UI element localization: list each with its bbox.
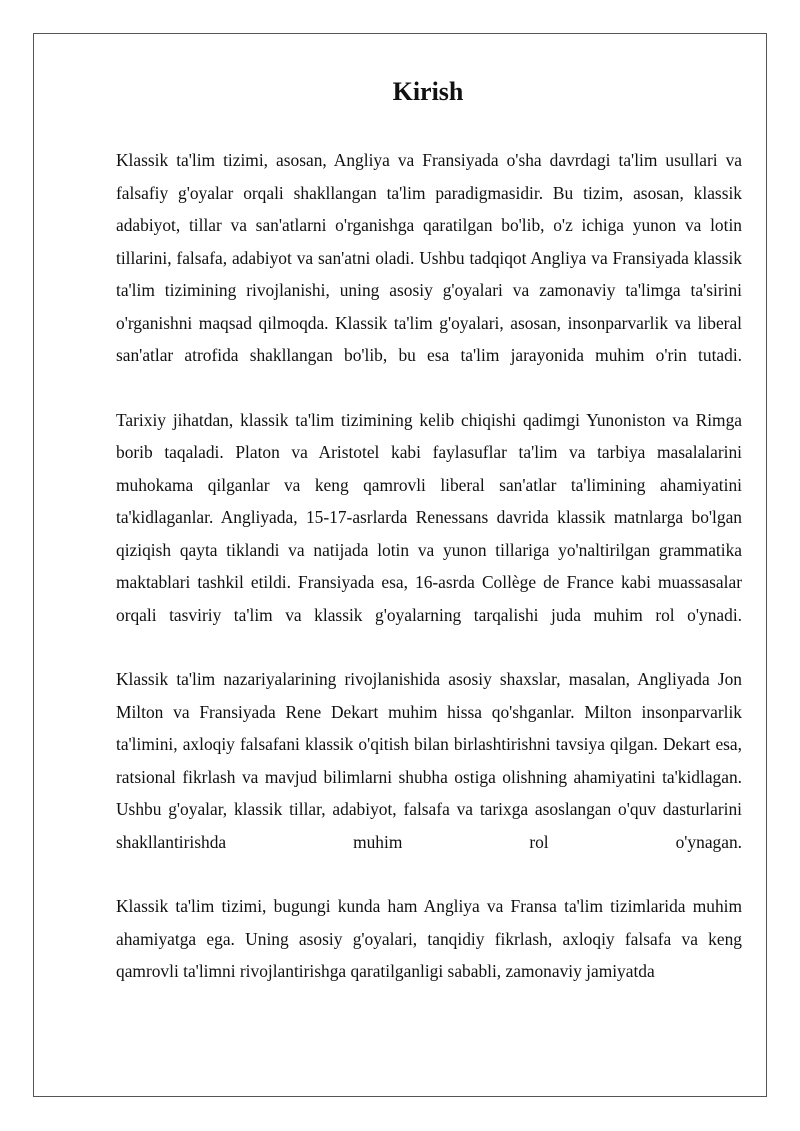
paragraph-4: Klassik ta'lim tizimi, bugungi kunda ham Angliya va Fransa ta'lim tizimlarida muhim ahamiyatga ega. Uning asosiy g'oyalari, tanqidiy fikrlash, axloqiy falsafa va keng qamrovli ta'limni rivojlantirishga qaratilganligi sababli, zamonaviy jamiyatda [116,896,742,981]
paragraph-3: Klassik ta'lim nazariyalarining rivojlanishida asosiy shaxslar, masalan, Angliyada Jon Milton va Fransiyada Rene Dekart muhim hissa qo'shganlar. Milton insonparvarlik ta'limini, axloqiy falsafani klassik o'qitish bilan birlashtirishni tavsiya qilgan. Dekart esa, ratsional fikrlash va mavjud bilimlarni shubha ostiga olishning ahamiyatini ta'kidlagan. Ushbu g'oyalar, klassik tillar, adabiyot, falsafa va tarixga asoslangan o'quv dasturlarini shakllantirishda muhim rol o'ynagan. [116,669,742,852]
paragraph-1: Klassik ta'lim tizimi, asosan, Angliya va Fransiyada o'sha davrdagi ta'lim usullari va falsafiy g'oyalar orqali shakllangan ta'lim paradigmasidir. Bu tizim, asosan, klassik adabiyot, tillar va san'atlarni o'rganishga qaratilgan bo'lib, o'z ichiga yunon va lotin tillarini, falsafa, adabiyot va san'atni oladi. Ushbu tadqiqot Angliya va Fransiyada klassik ta'lim tizimining rivojlanishi, uning asosiy g'oyalari va zamonaviy ta'limga ta'sirini o'rganishni maqsad qilmoqda. Klassik ta'lim g'oyalari, asosan, insonparvarlik va liberal san'atlar atrofida shakllangan bo'lib, bu esa ta'lim jarayonida muhim o'rin tutadi. [116,150,742,365]
page-title: Kirish [392,77,464,106]
paragraph-2: Tarixiy jihatdan, klassik ta'lim tizimining kelib chiqishi qadimgi Yunoniston va Rimga borib taqaladi. Platon va Aristotel kabi faylasuflar ta'lim va tarbiya masalalarini muhokama qilganlar va keng qamrovli liberal san'atlar ta'limining ahamiyatini ta'kidlaganlar. Angliyada, 15-17-asrlarda Renessans davrida klassik matnlarga bo'lgan qiziqish qayta tiklandi va natijada lotin va yunon tillariga yo'naltirilgan grammatika maktablari tashkil etildi. Fransiyada esa, 16-asrda Collège de France kabi muassasalar orqali tasviriy ta'lim va klassik g'oyalarning tarqalishi juda muhim rol o'ynadi. [116,409,742,625]
document-body [116,144,742,988]
